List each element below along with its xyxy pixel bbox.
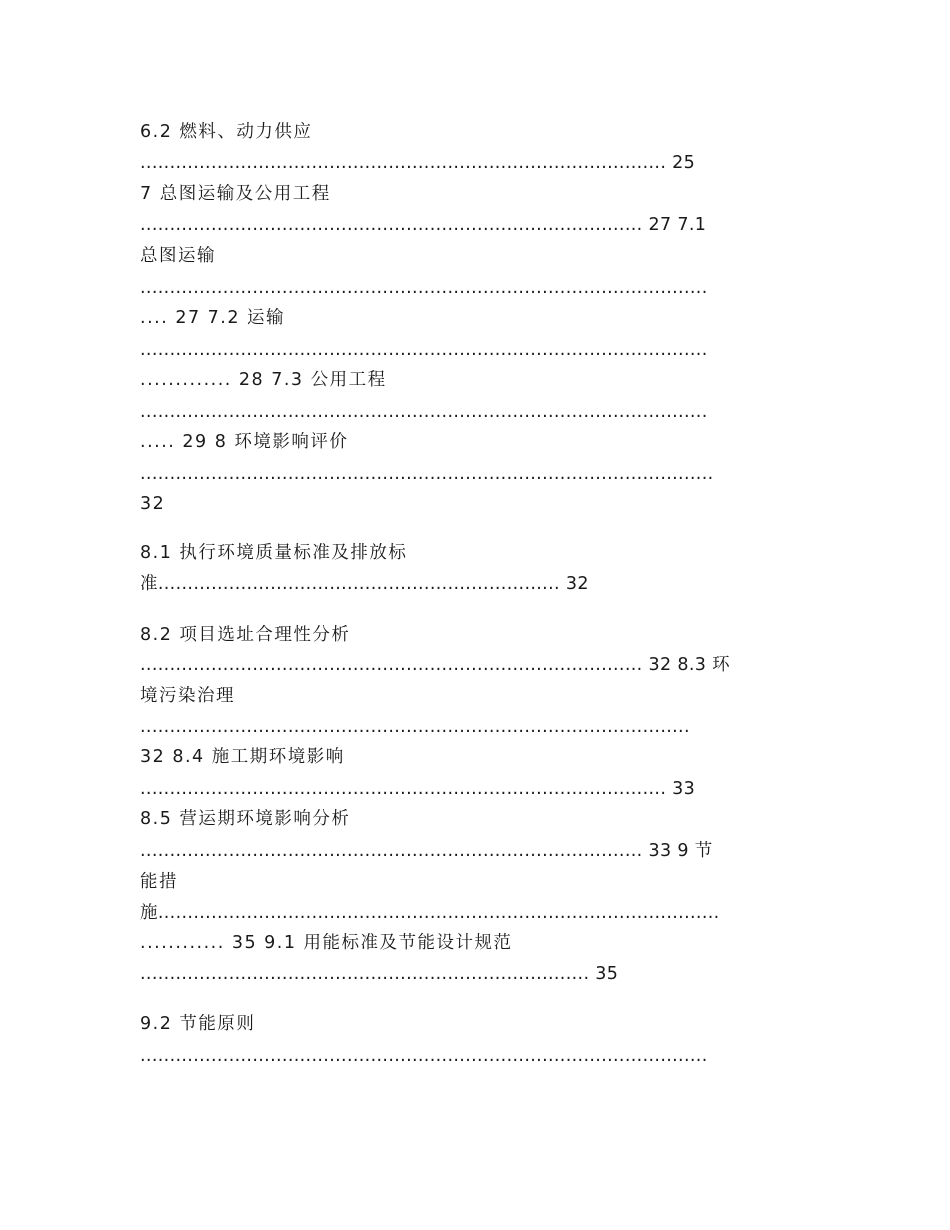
toc-entry-title: 总图运输 [140, 246, 216, 266]
toc-entry-title: .... 27 7.2 运输 [140, 308, 286, 328]
toc-leader-line: ................................................................................................ [140, 278, 708, 298]
toc-leader-line: 准.................................................................... 32 [140, 574, 589, 594]
toc-leader-line: ..................................................................................... 32 8.3 环 [140, 655, 731, 675]
toc-entry-title: 9.2 节能原则 [140, 1014, 256, 1034]
toc-leader-line: ................................................................................................. [140, 464, 714, 484]
toc-entry-title: 能措 [140, 872, 178, 892]
toc-leader-line: ..................................................................................... 33 9 节 [140, 841, 713, 861]
toc-entry-title: 8.5 营运期环境影响分析 [140, 809, 351, 829]
toc-leader-line: 施............................................................................................... [140, 903, 720, 923]
toc-leader-line: ................................................................................................ [140, 340, 708, 360]
toc-leader-line: ......................................................................................... 25 [140, 153, 696, 173]
toc-leader-line: ................................................................................................ [140, 402, 708, 422]
toc-entry-title: 32 8.4 施工期环境影响 [140, 747, 345, 767]
toc-entry-title: ............ 35 9.1 用能标准及节能设计规范 [140, 933, 513, 953]
toc-leader-line: ............................................................................................. [140, 717, 690, 737]
toc-entry-title: ............. 28 7.3 公用工程 [140, 370, 387, 390]
toc-entry-title: 6.2 燃料、动力供应 [140, 122, 313, 142]
toc-leader-line: ..................................................................................... 27 7.1 [140, 215, 707, 235]
toc-entry-title: 8.2 项目选址合理性分析 [140, 625, 351, 645]
toc-page-number: 32 [140, 494, 166, 514]
toc-leader-line: ................................................................................................ [140, 1046, 708, 1066]
toc-entry-title: 7 总图运输及公用工程 [140, 184, 331, 204]
toc-leader-line: ............................................................................ 35 [140, 964, 619, 984]
toc-leader-line: ......................................................................................... 33 [140, 779, 696, 799]
toc-entry-title: 8.1 执行环境质量标准及排放标 [140, 543, 408, 563]
toc-entry-title: 境污染治理 [140, 686, 235, 706]
toc-entry-title: ..... 29 8 环境影响评价 [140, 432, 349, 452]
